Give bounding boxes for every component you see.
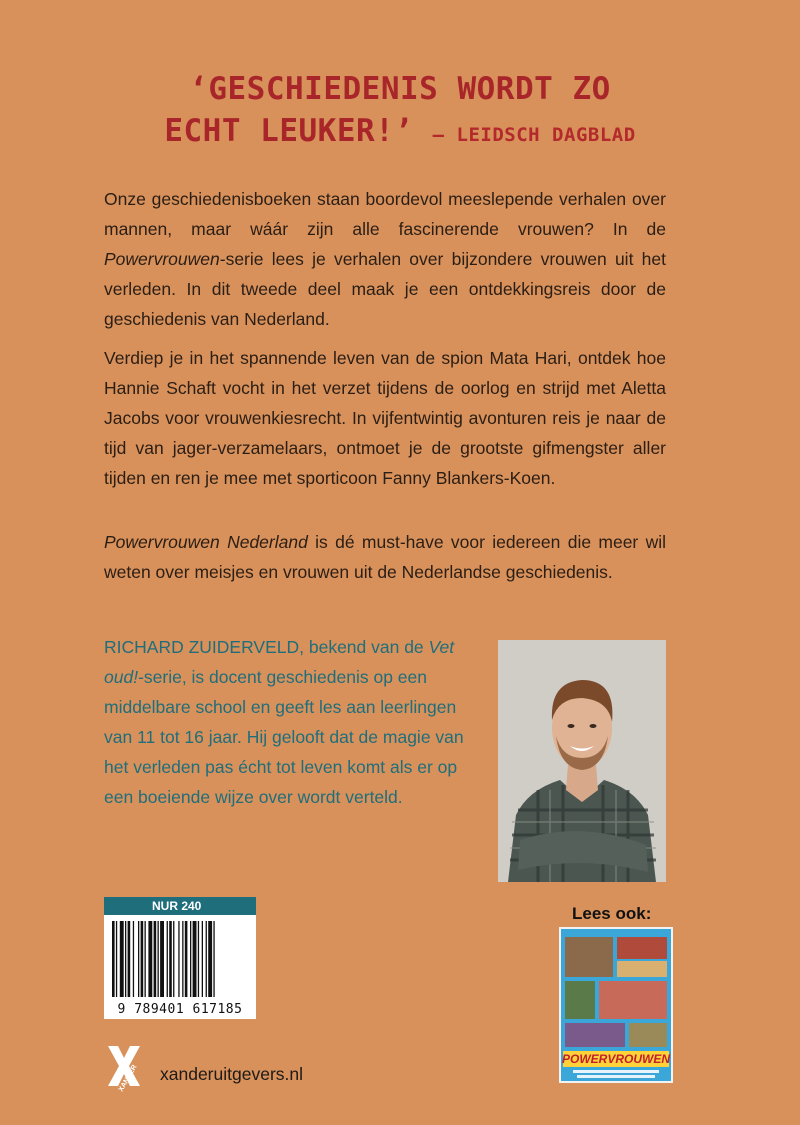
- author-series: Vet oud!: [104, 637, 455, 687]
- publisher-logo-text: XANDER: [117, 1063, 139, 1093]
- description-paragraph-1: [104, 184, 666, 334]
- related-book-title: POWERVROUWEN: [562, 1052, 670, 1066]
- review-quote: [90, 68, 710, 156]
- description-paragraph-2: Verdiep je in het spannende leven van de spion Mata Hari, ontdek hoe Hannie Schaft vocht in het verzet tijdens de oorlog en strijd met Aletta Jacobs voor vrouwenkiesrecht. In vijfentwintig avonturen reis je naar de tijd van jager-verzamelaars, ontmoet je de grootste gifmengster aller tijden en ren je mee met sporticoon Fanny Blankers-Koen.: [104, 348, 666, 488]
- quote-text-end: ECHT LEUKER!’: [164, 113, 414, 149]
- author-bio-b: -serie, is docent geschiedenis op een middelbare school en geeft les aan leerlingen van 11 tot 16 jaar. Hij gelooft dat de magie van het verleden pas écht tot leven komt als er op een boeiende wijze over wordt verteld.: [104, 667, 464, 807]
- author-bio: [104, 632, 478, 812]
- description-paragraph-3: [104, 527, 666, 587]
- nur-label: NUR 240: [104, 897, 256, 915]
- book-title: Powervrouwen Nederland: [104, 532, 308, 552]
- author-bio-a: RICHARD ZUIDERVELD, bekend van de: [104, 637, 429, 657]
- quote-source: – LEIDSCH DAGBLAD: [432, 124, 636, 146]
- series-name: Powervrouwen: [104, 249, 220, 269]
- publisher-logo: [104, 1042, 144, 1098]
- barcode-bars: [104, 915, 256, 1001]
- p1-text-a: Onze geschiedenisboeken staan boordevol meeslepende verhalen over mannen, maar wáár zijn alle fascinerende vrouwen? In de: [104, 189, 666, 239]
- author-photo: [498, 640, 666, 882]
- related-book-cover: [559, 927, 673, 1083]
- publisher-url[interactable]: xanderuitgevers.nl: [160, 1064, 303, 1084]
- see-also-label: Lees ook:: [572, 904, 652, 923]
- p1-text-b: -serie lees je verhalen over bijzondere vrouwen uit het verleden. In dit tweede deel maak je een ontdekkingsreis door de geschiedenis van Nederland.: [104, 249, 666, 329]
- quote-line-2: [90, 110, 710, 156]
- p3-text: is dé must-have voor iedereen die meer wil weten over meisjes en vrouwen uit de Nederlandse geschiedenis.: [104, 532, 666, 582]
- isbn-number: 9 789401 617185: [117, 1002, 243, 1017]
- quote-line-1: ‘GESCHIEDENIS WORDT ZO: [189, 71, 611, 107]
- isbn-barcode: [104, 915, 256, 1019]
